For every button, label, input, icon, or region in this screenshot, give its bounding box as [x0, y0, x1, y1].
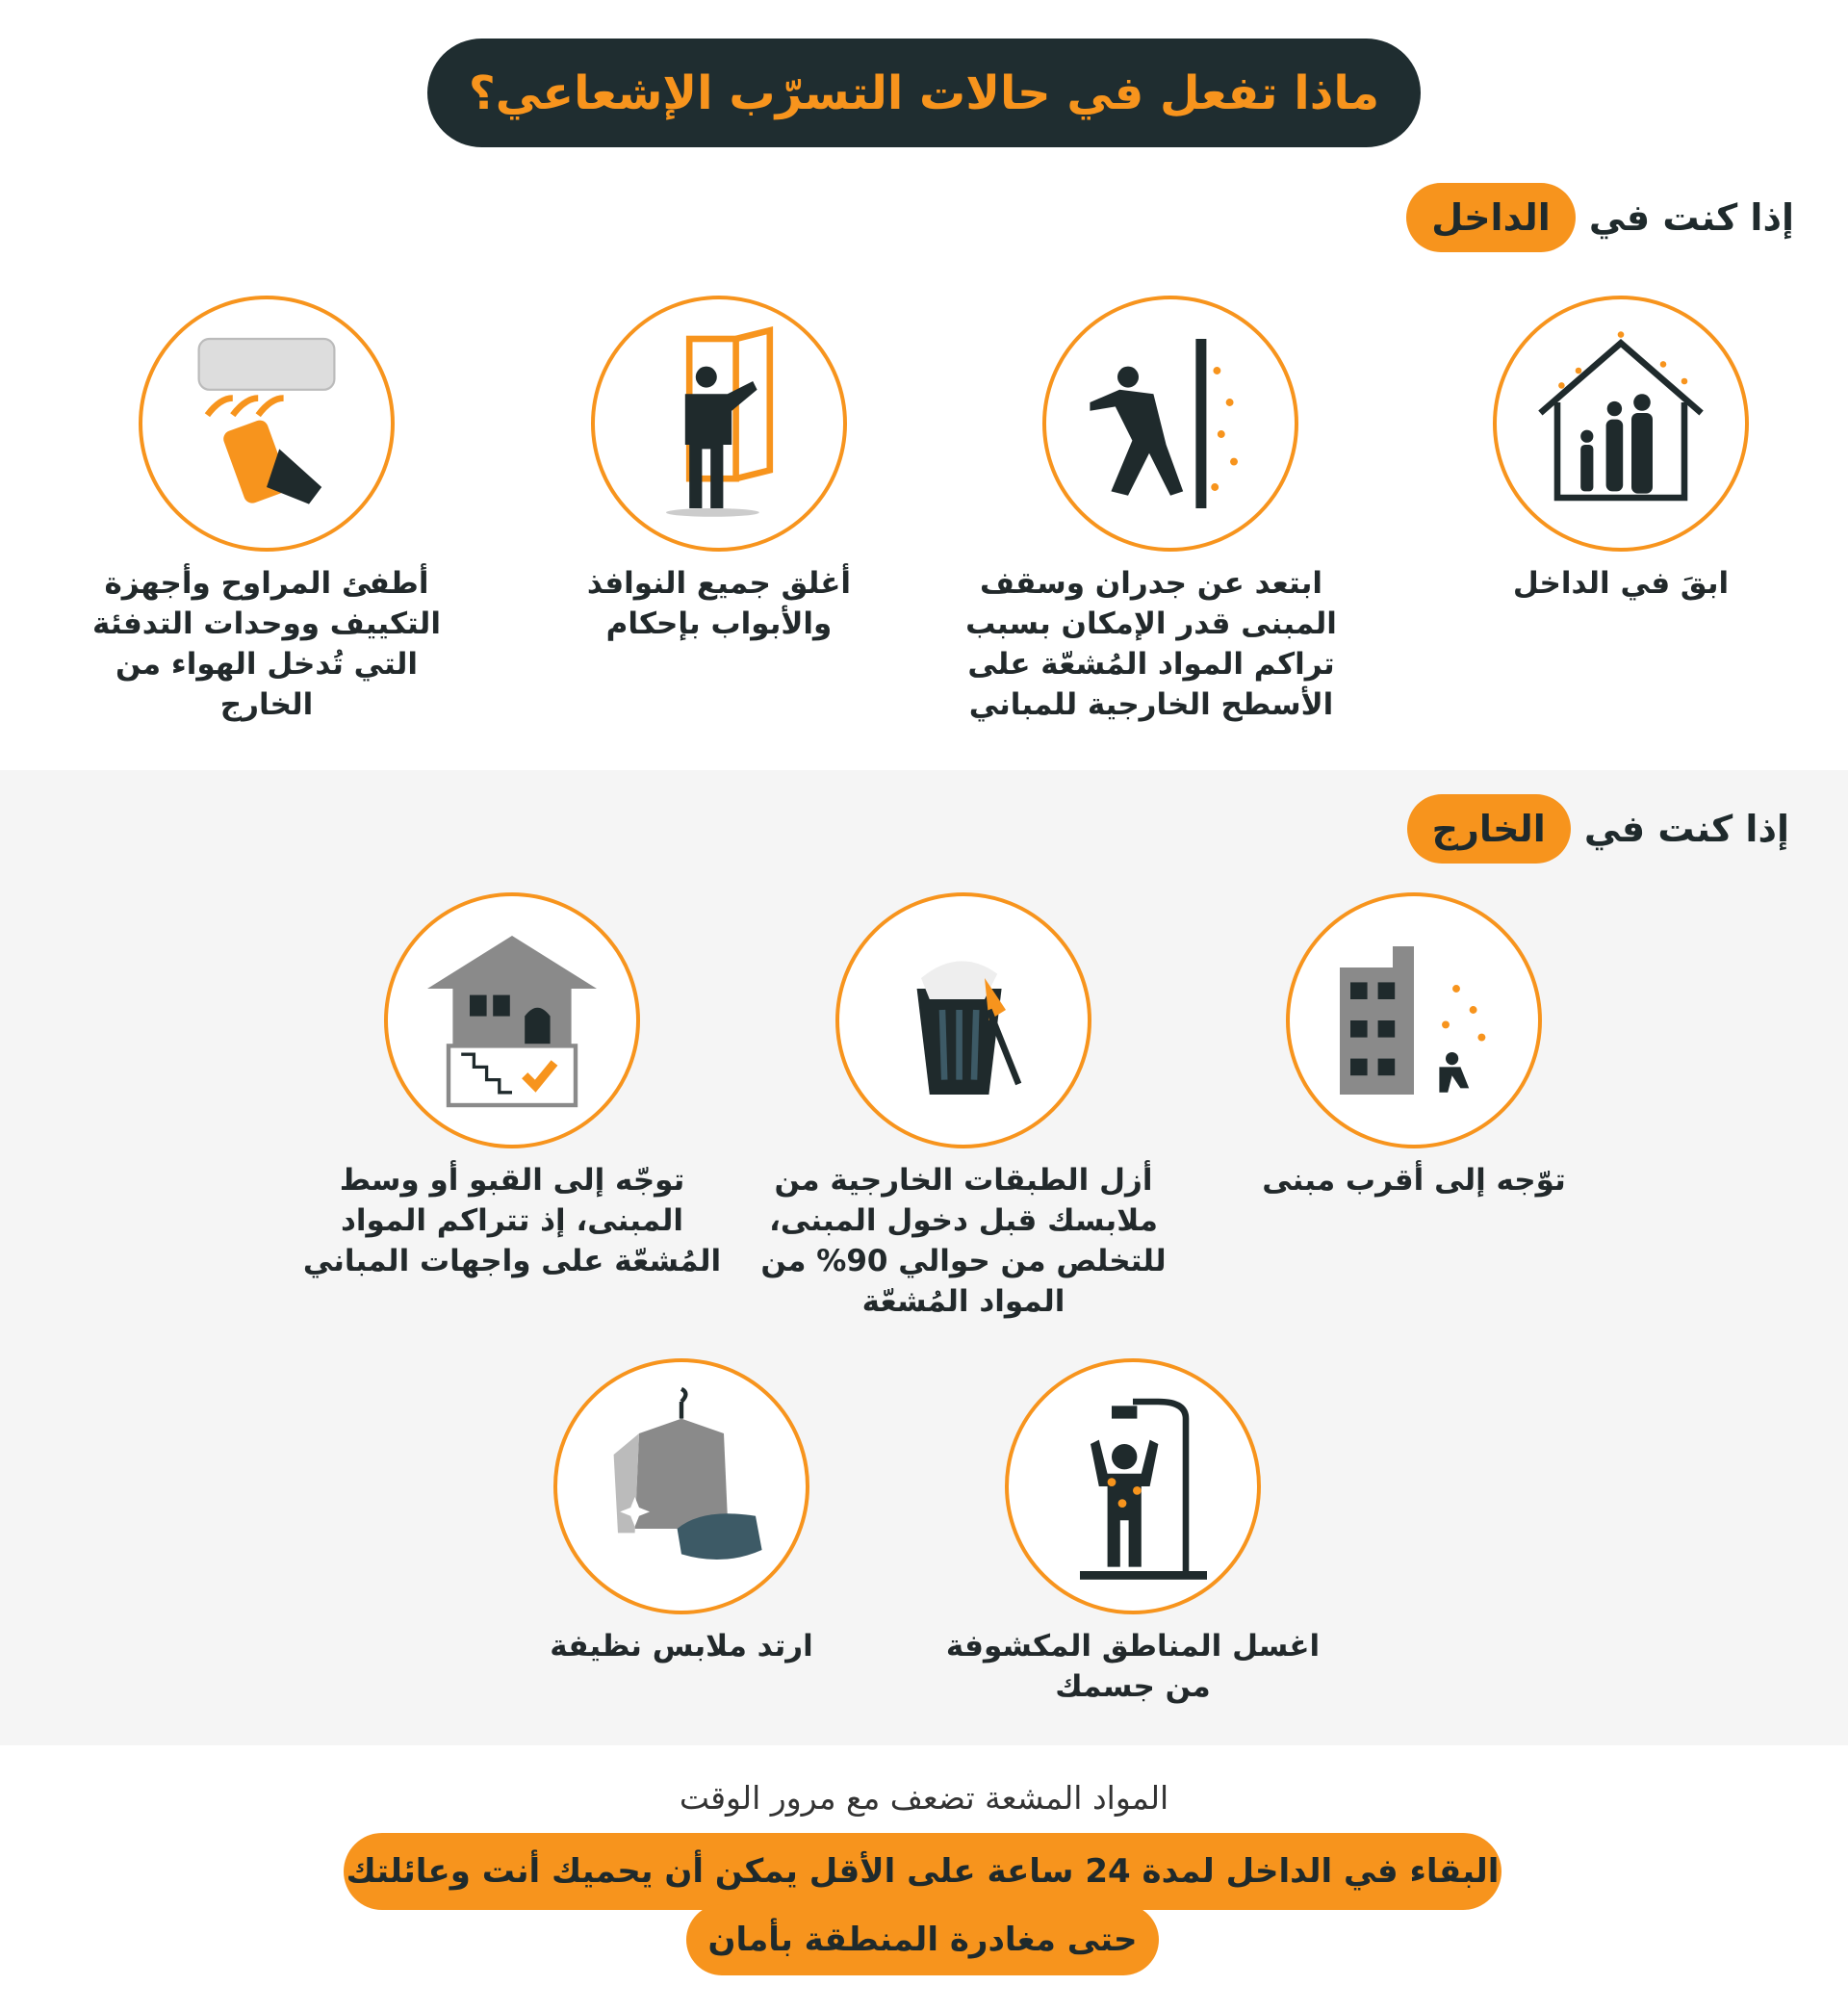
inside-prefix: إذا كنت في: [1588, 196, 1794, 239]
footer-note: المواد المشعة تضعف مع مرور الوقت: [679, 1779, 1169, 1817]
basement-icon: [384, 892, 640, 1148]
outside-item-label: توّجه إلى أقرب مبنى: [1262, 1163, 1566, 1198]
person-away-from-wall-icon: [1042, 296, 1298, 552]
inside-item-label: أطفئ المراوح وأجهزة التكييف ووحدات التدفئة التي تُدخل الهواء من الخارج: [92, 566, 441, 722]
outside-item-label: أزل الطبقات الخارجية من ملابسك قبل دخول المبنى، للتخلص من حوالي 90% من المواد المُشعّة: [760, 1163, 1167, 1319]
inside-item-label: أغلق جميع النوافذ والأبواب بإحكام: [586, 566, 852, 641]
shower-icon: [1005, 1358, 1261, 1614]
inside-item-label: ابتعد عن جدران وسقف المبنى قدر الإمكان بسبب تراكم المواد المُشعّة على الأسطح الخارجية للمباني: [965, 566, 1337, 722]
inside-item-label: ابقَ في الداخل: [1512, 566, 1730, 601]
air-conditioner-remote-icon: [139, 296, 395, 552]
clean-clothes-icon: [553, 1358, 809, 1614]
page-title: ماذا تفعل في حالات التسرّب الإشعاعي؟: [427, 39, 1421, 147]
outside-heading: [1407, 794, 1789, 864]
nearest-building-icon: [1286, 892, 1542, 1148]
footer-highlight-line2: حتى مغادرة المنطقة بأمان: [686, 1904, 1159, 1975]
outside-item-label: اغسل المناطق المكشوفة من جسمك: [945, 1629, 1321, 1704]
outside-prefix: إذا كنت في: [1583, 808, 1789, 850]
outside-item-label: توجّه إلى القبو أو وسط المبنى، إذ تتراكم المواد المُشعّة على واجهات المباني: [302, 1163, 722, 1278]
inside-highlight: الداخل: [1406, 183, 1576, 252]
close-window-icon: [591, 296, 847, 552]
clothes-bin-icon: [835, 892, 1091, 1148]
footer-highlight-line1: البقاء في الداخل لمدة 24 ساعة على الأقل يمكن أن يحميك أنت وعائلتك: [344, 1833, 1502, 1910]
outside-highlight: الخارج: [1407, 794, 1571, 864]
family-house-icon: [1493, 296, 1749, 552]
inside-heading: [1406, 183, 1794, 252]
outside-item-label: ارتد ملابس نظيفة: [550, 1629, 813, 1664]
